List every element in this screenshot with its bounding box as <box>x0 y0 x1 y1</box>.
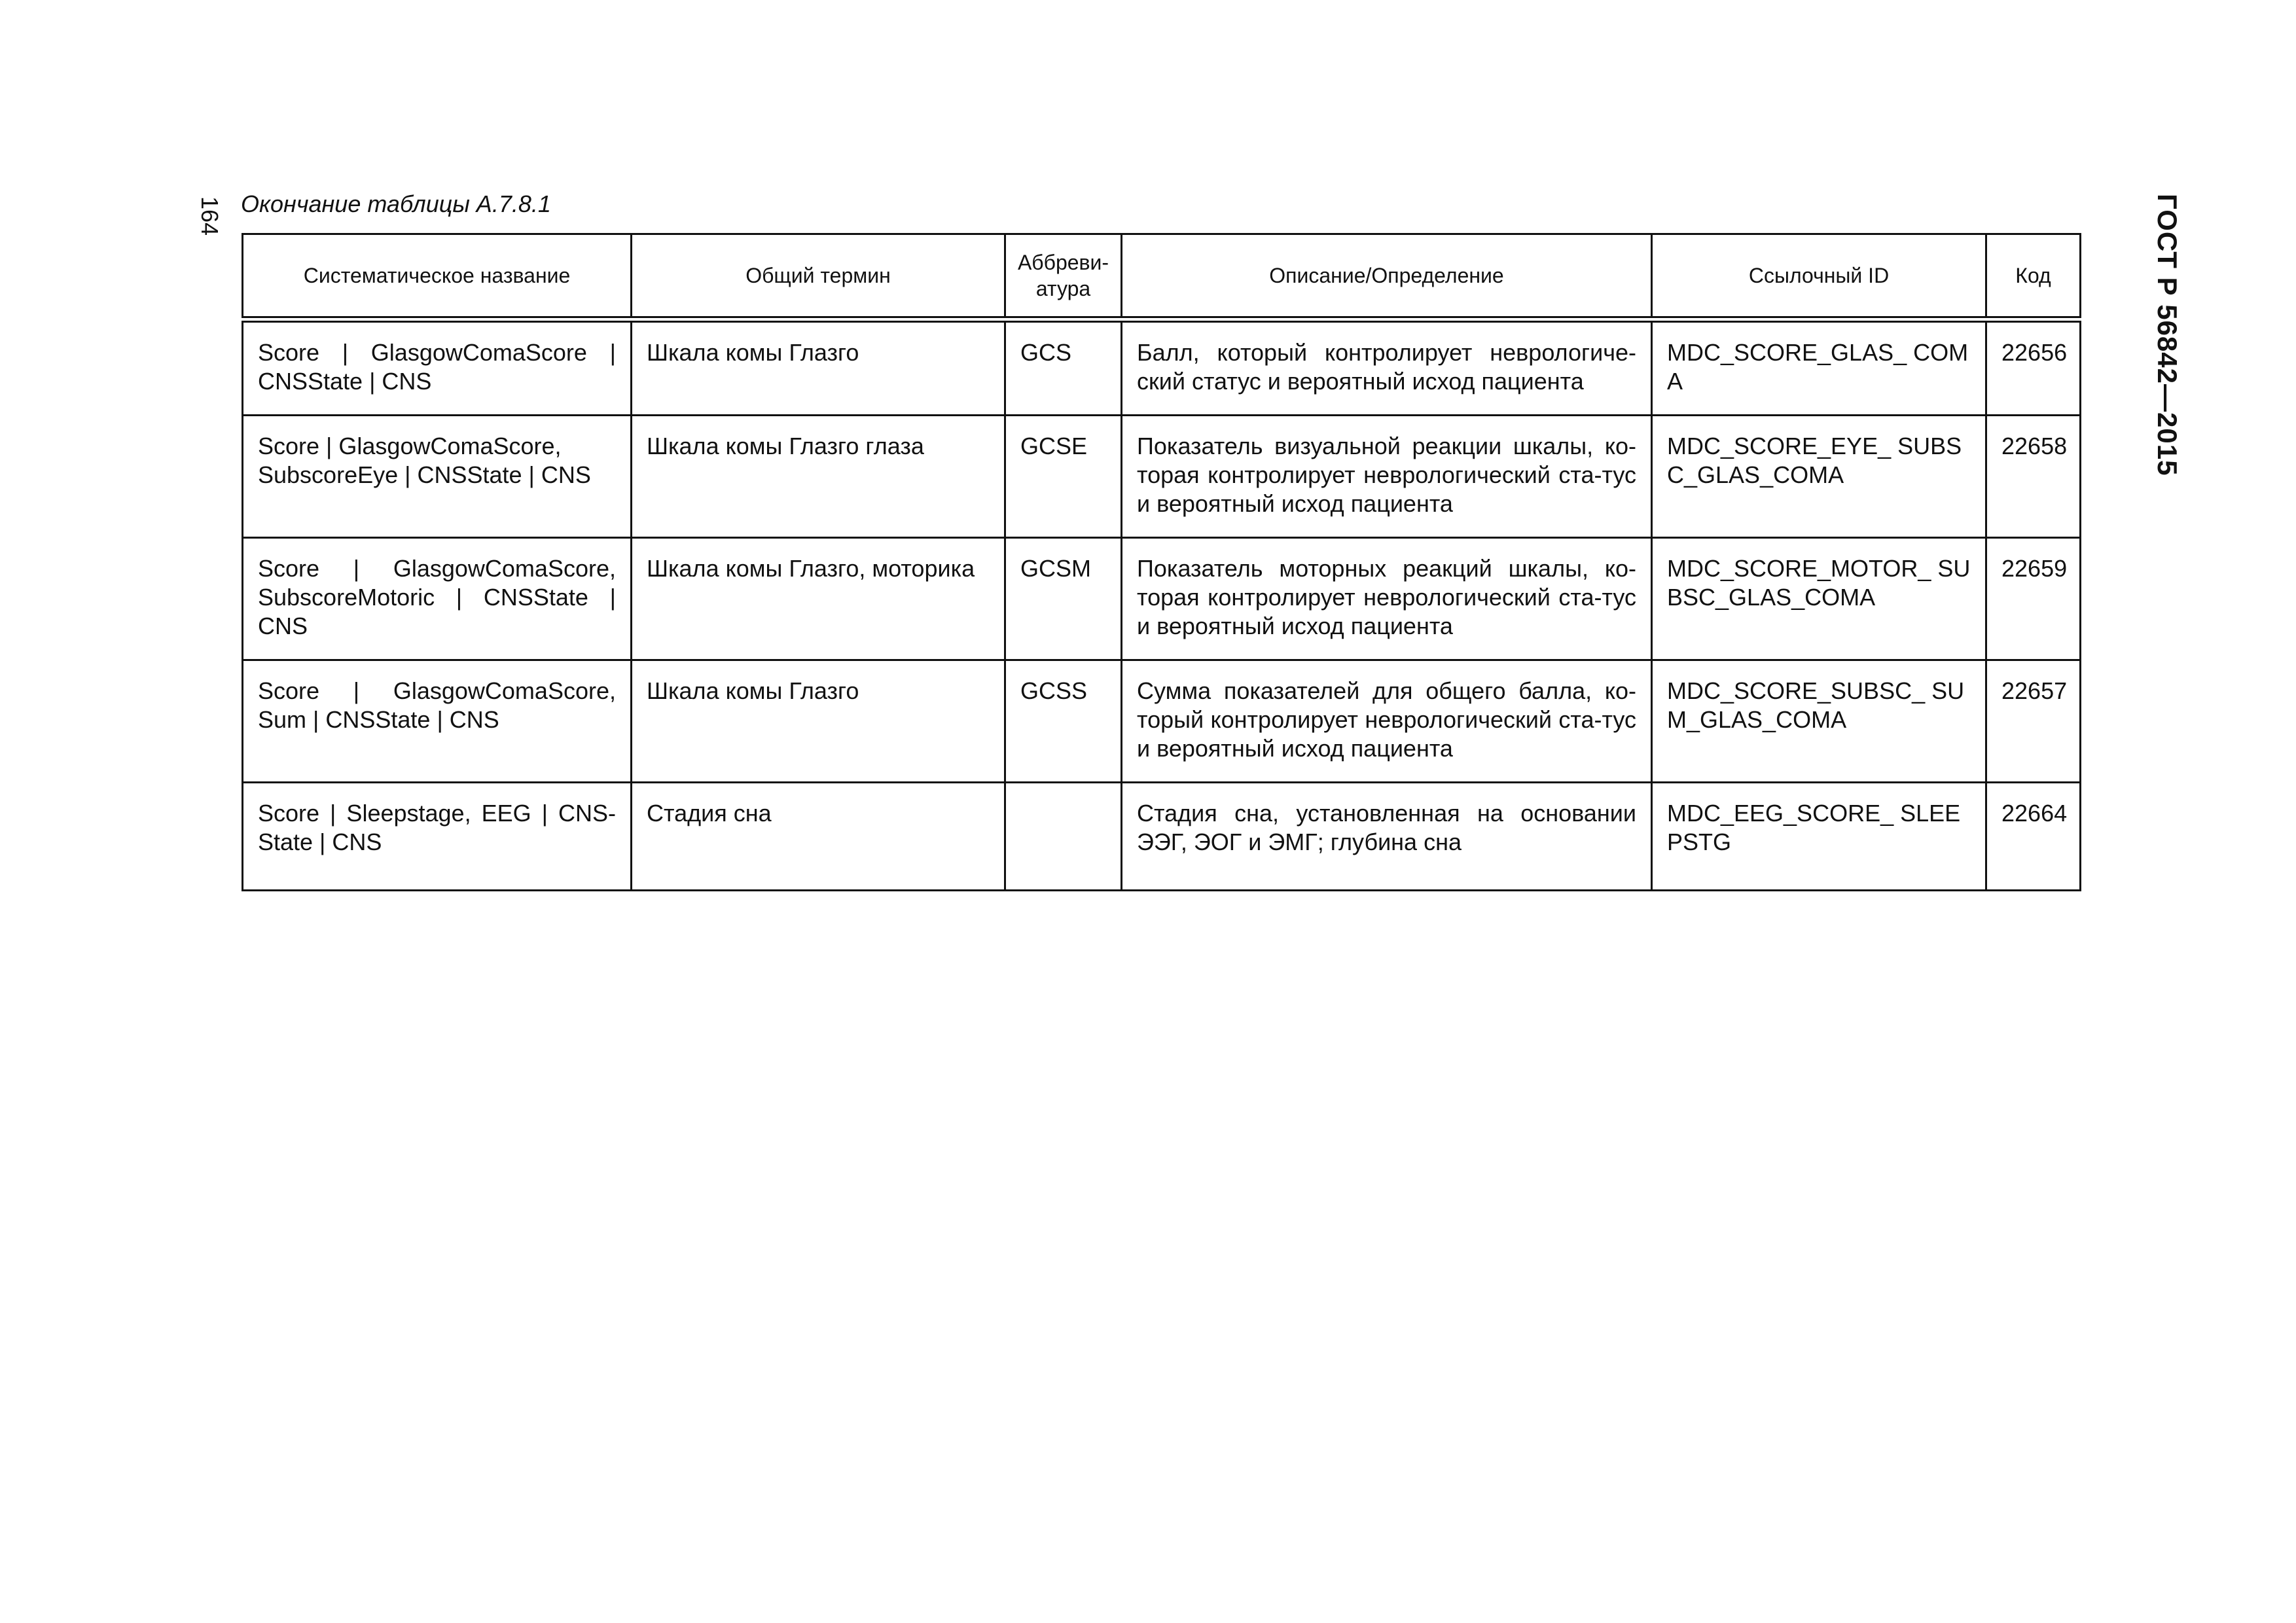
cell-abbreviation: GCS <box>1005 319 1122 416</box>
cell-systematic-name: Score | Sleepstage, EEG | CNS-State | CNS <box>243 783 632 891</box>
table-row <box>243 660 2081 783</box>
cell-systematic-name: Score | GlasgowComaScore | CNSState | CNS <box>243 319 632 416</box>
header-code: Код <box>1986 234 2081 320</box>
header-description: Описание/Определение <box>1122 234 1652 320</box>
cell-code: 22658 <box>1986 416 2081 538</box>
table-header-row <box>243 234 2081 320</box>
document-code: ГОСТ Р 56842—2015 <box>2152 194 2183 476</box>
cell-reference-id: MDC_SCORE_MOTOR_ SUBSC_GLAS_COMA <box>1652 538 1986 660</box>
cell-common-term: Стадия сна <box>632 783 1005 891</box>
table-row <box>243 416 2081 538</box>
header-common-term: Общий термин <box>632 234 1005 320</box>
cell-description: Показатель визуальной реакции шкалы, ко-торая контролирует неврологический ста-тус и вероятный исход пациента <box>1122 416 1652 538</box>
cell-systematic-name: Score | GlasgowComaScore, SubscoreMotoric | CNSState | CNS <box>243 538 632 660</box>
cell-code: 22659 <box>1986 538 2081 660</box>
header-systematic-name: Систематическое название <box>243 234 632 320</box>
cell-description: Показатель моторных реакций шкалы, ко-торая контролирует неврологический ста-тус и вероятный исход пациента <box>1122 538 1652 660</box>
cell-code: 22657 <box>1986 660 2081 783</box>
table-row <box>243 538 2081 660</box>
header-reference-id: Ссылочный ID <box>1652 234 1986 320</box>
cell-common-term: Шкала комы Глазго <box>632 660 1005 783</box>
cell-abbreviation <box>1005 783 1122 891</box>
cell-common-term: Шкала комы Глазго, моторика <box>632 538 1005 660</box>
cell-reference-id: MDC_EEG_SCORE_ SLEEPSTG <box>1652 783 1986 891</box>
cell-code: 22656 <box>1986 319 2081 416</box>
cell-reference-id: MDC_SCORE_GLAS_ COMA <box>1652 319 1986 416</box>
terms-table <box>242 233 2081 891</box>
page-number: 164 <box>196 196 223 236</box>
header-abbreviation: Аббреви- атура <box>1005 234 1122 320</box>
cell-reference-id: MDC_SCORE_EYE_ SUBSC_GLAS_COMA <box>1652 416 1986 538</box>
cell-reference-id: MDC_SCORE_SUBSC_ SUM_GLAS_COMA <box>1652 660 1986 783</box>
cell-abbreviation: GCSM <box>1005 538 1122 660</box>
table-row <box>243 783 2081 891</box>
cell-description: Сумма показателей для общего балла, ко-торый контролирует неврологический ста-тус и вероятный исход пациента <box>1122 660 1652 783</box>
cell-description: Стадия сна, установленная на основании ЭЭГ, ЭОГ и ЭМГ; глубина сна <box>1122 783 1652 891</box>
cell-description: Балл, который контролирует неврологиче-ский статус и вероятный исход пациента <box>1122 319 1652 416</box>
table-caption: Окончание таблицы А.7.8.1 <box>241 190 551 217</box>
cell-abbreviation: GCSS <box>1005 660 1122 783</box>
table-row <box>243 319 2081 416</box>
cell-code: 22664 <box>1986 783 2081 891</box>
cell-abbreviation: GCSE <box>1005 416 1122 538</box>
cell-systematic-name: Score | GlasgowComaScore, SubscoreEye | CNSState | CNS <box>243 416 632 538</box>
cell-systematic-name: Score | GlasgowComaScore, Sum | CNSState | CNS <box>243 660 632 783</box>
cell-common-term: Шкала комы Глазго <box>632 319 1005 416</box>
cell-common-term: Шкала комы Глазго глаза <box>632 416 1005 538</box>
